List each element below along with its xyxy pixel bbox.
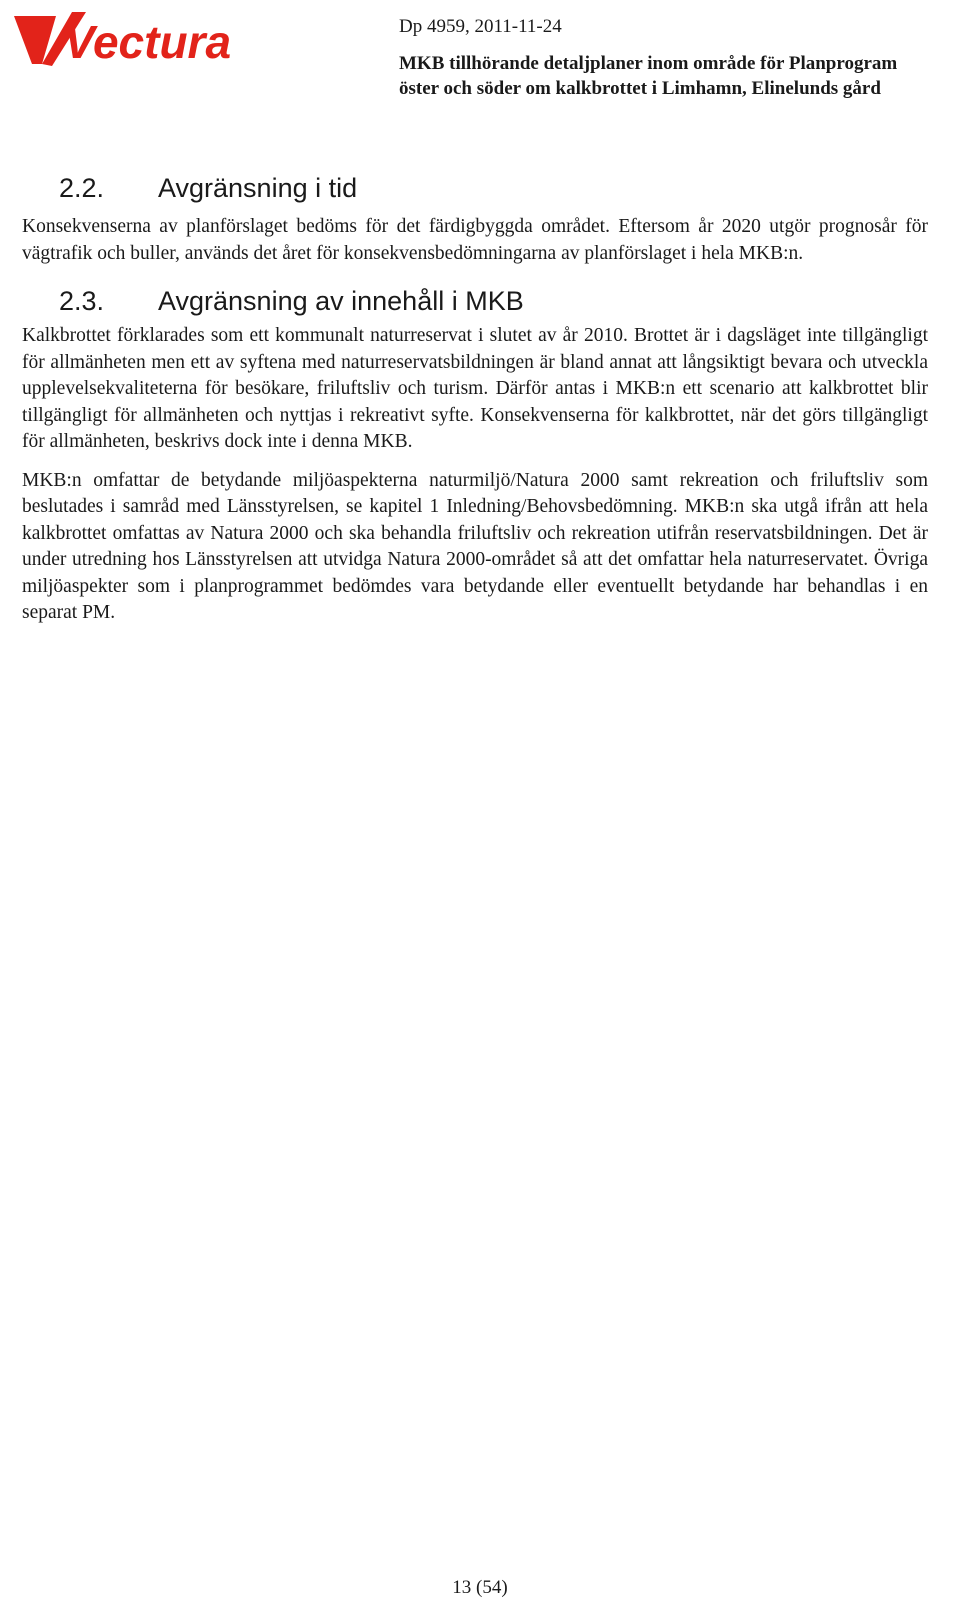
- document-title-line-2: öster och söder om kalkbrottet i Limhamn, Elinelunds gård: [399, 78, 881, 99]
- logo-wordmark: Vectura: [64, 16, 232, 68]
- paragraph: MKB:n omfattar de betydande miljöaspekterna naturmiljö/Natura 2000 samt rekreation och friluftsliv som beslutades i samråd med Länsstyrelsen, se kapitel 1 Inledning/Behovsbedömning. MKB:n ska utgå ifrån att hela kalkbrottet omfattas av Natura 2000 och ska behandla friluftsliv och rekreation utifrån reservatsbildningen. Det är under utredning hos Länsstyrelsen att utvidga Natura 2000-området så att det omfattar hela naturreservatet. Övriga miljöaspekter som i planprogrammet bedömdes vara betydande eller eventuellt betydande har behandlas i en separat PM.: [22, 469, 928, 623]
- section-heading-2-2: [22, 170, 928, 206]
- section-number: 2.3.: [59, 286, 105, 316]
- vectura-logo: [12, 8, 262, 70]
- section-number: 2.2.: [59, 173, 105, 203]
- paragraph: Konsekvenserna av planförslaget bedöms för det färdigbyggda området. Eftersom år 2020 utgör prognosår för vägtrafik och buller, används det året för konsekvensbedömningarna av planförslaget i hela MKB:n.: [22, 216, 928, 264]
- section-heading-2-3: [22, 283, 928, 319]
- section-title: Avgränsning av innehåll i MKB: [158, 286, 524, 316]
- document-title: [399, 51, 951, 101]
- document-reference: Dp 4959, 2011-11-24: [399, 16, 562, 37]
- document-header: [399, 14, 951, 101]
- paragraph: Kalkbrottet förklarades som ett kommunalt naturreservat i slutet av år 2010. Brottet är i dagsläget inte tillgängligt för allmänheten men ett av syftena med naturreservatsbildningen är bland annat att långsiktigt bevara och utveckla upplevelsekvaliteterna för besökare, friluftsliv och turism. Därför antas i MKB:n ett scenario att kalkbrottet blir tillgängligt för allmänheten och nyttjas i rekreativt syfte. Konsekvenserna för kalkbrottet, när det görs tillgängligt för allmänheten, beskrivs dock inte i denna MKB.: [22, 325, 928, 452]
- page-content: [22, 170, 928, 627]
- page-number: 13 (54): [452, 1577, 508, 1598]
- document-title-line-1: MKB tillhörande detaljplaner inom område för Planprogram: [399, 53, 898, 74]
- section-title: Avgränsning i tid: [158, 173, 358, 203]
